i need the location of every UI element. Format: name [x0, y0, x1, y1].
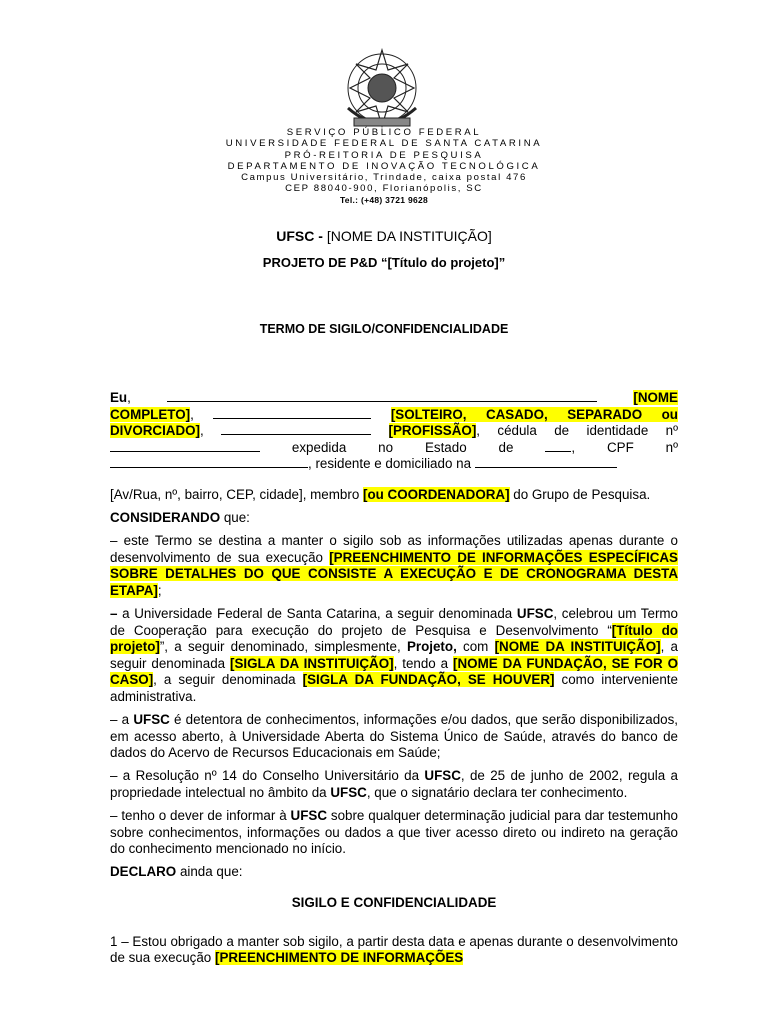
- paragraph-c1: [110, 533, 678, 599]
- paragraph-item1: [110, 934, 678, 967]
- placeholder-coordenadora: [ou COORDENADORA]: [363, 486, 510, 502]
- c3-t1: – a: [110, 712, 134, 728]
- considerando-text: que:: [220, 510, 250, 526]
- c2-t1: a Universidade Federal de Santa Catarina, a seguir denominada: [117, 606, 517, 622]
- blank-civil-line: [213, 408, 371, 419]
- c2-t2: , celebrou um Termo de Cooperação para execução do projeto de Pesquisa e Desenvolvimento “: [110, 606, 679, 638]
- header-line-4: DEPARTAMENTO DE INOVAÇÃO TECNOLÓGICA: [227, 160, 541, 172]
- c2-h1: [Título do projeto]: [110, 622, 678, 655]
- blank-name-line: [167, 391, 597, 402]
- project-prefix: PROJETO DE P&D “: [262, 255, 388, 270]
- text-identidade: , cédula de identidade nº: [476, 423, 678, 439]
- paragraph-considerando: [110, 510, 678, 527]
- project-title-placeholder: [Título do projeto]: [387, 255, 499, 270]
- text-comma: ,: [200, 423, 204, 439]
- header-line-2: UNIVERSIDADE FEDERAL DE SANTA CATARINA: [225, 138, 543, 150]
- text-comma: ,: [190, 406, 194, 422]
- paragraph-c4: [110, 768, 678, 801]
- header-line-3: PRÓ-REITORIA DE PESQUISA: [284, 149, 484, 161]
- paragraph-address: [110, 487, 678, 504]
- header-line-1: SERVIÇO PÚBLICO FEDERAL: [286, 127, 482, 138]
- paragraph-declaro: [110, 864, 678, 881]
- c1-text: – este Termo se destina a manter o sigilo sob as informações utilizadas apenas durante o desenvolvimento de sua execução: [110, 533, 678, 565]
- c3-t2: é detentora de conhecimentos, informações e/ou dados, que serão disponibilizados, em acesso aberto, à Universidade Aberta do Sistema Único de Saúde, através do banco de dados do Acervo de Recursos Educacionais em Saúde;: [110, 712, 678, 761]
- text-residente: , residente e domiciliado na: [308, 456, 472, 472]
- c2-t7: , a seguir denominada: [153, 672, 303, 688]
- c4-ufsc1: UFSC: [424, 768, 461, 784]
- project-suffix: ”: [498, 255, 506, 270]
- c2-h3: [SIGLA DA INSTITUIÇÃO]: [230, 655, 394, 671]
- header-line-6: CEP 88040-900, Florianópolis, SC: [285, 183, 483, 195]
- text-grupo: do Grupo de Pesquisa.: [513, 486, 651, 502]
- blank-profession-line: [221, 424, 371, 435]
- c3-ufsc: UFSC: [133, 712, 170, 728]
- blank-cpf-line: [110, 457, 308, 468]
- header-line-5: Campus Universitário, Trindade, caixa postal 476: [241, 172, 527, 184]
- considerando-label: CONSIDERANDO: [110, 510, 221, 526]
- c2-t4: com: [456, 639, 495, 655]
- header-phone: Tel.: (+48) 3721 9628: [339, 194, 429, 205]
- c5-t2: sobre qualquer determinação judicial para dar testemunho sobre conhecimentos, informações ou dados a que tiver acesso direto ou indireto na geração do conhecimento mencionado no início.: [110, 808, 678, 857]
- declaro-text: ainda que:: [176, 864, 243, 880]
- c2-h2: [NOME DA INSTITUIÇÃO]: [494, 639, 661, 655]
- c2-h5: [SIGLA DA FUNDAÇÃO, SE HOUVER]: [302, 672, 555, 688]
- paragraph-identification: [110, 390, 678, 473]
- text-expedida: expedida no Estado de: [291, 439, 514, 455]
- c2-t8: como interveniente administrativa.: [110, 672, 678, 704]
- c4-t1: – a Resolução nº 14 do Conselho Universitário da: [110, 768, 425, 784]
- c4-t2: , de 25 de junho de 2002, regula a propriedade intelectual no âmbito da: [110, 768, 678, 800]
- text-cpf: , CPF nº: [571, 439, 678, 455]
- document-body: [110, 390, 678, 973]
- title-institution: [NOME DA INSTITUIÇÃO]: [326, 228, 492, 244]
- c4-t3: , que o signatário declara ter conhecimento.: [366, 784, 628, 800]
- c2-h4: [NOME DA FUNDAÇÃO, SE FOR O CASO]: [110, 655, 679, 688]
- paragraph-c5: [110, 808, 678, 858]
- c5-ufsc: UFSC: [290, 808, 327, 824]
- document-title: [0, 228, 768, 244]
- brasil-coat-of-arms-seal: [334, 48, 430, 132]
- blank-state-line: [545, 441, 571, 452]
- c2-t5: , a seguir denominada: [110, 639, 678, 671]
- c2-dash: –: [110, 606, 118, 622]
- blank-id-line: [110, 441, 260, 452]
- placeholder-estado-civil: [SOLTEIRO, CASADO, SEPARADO ou DIVORCIADO]: [110, 406, 678, 439]
- c1-placeholder: [PREENCHIMENTO DE INFORMAÇÕES ESPECÍFICAS SOBRE DETALHES DO QUE CONSISTE A EXECUÇÃO E DE CRONOGRAMA DESTA ETAPA]: [110, 549, 678, 598]
- section-title: SIGILO E CONFIDENCIALIDADE: [291, 894, 497, 910]
- eu-label: Eu: [110, 390, 128, 405]
- paragraph-c3: [110, 712, 678, 762]
- c5-t1: – tenho o dever de informar à: [110, 808, 291, 824]
- placeholder-nome-completo: [NOME COMPLETO]: [110, 390, 678, 422]
- c1-end: ;: [157, 582, 162, 598]
- item1-text: 1 – Estou obrigado a manter sob sigilo, a partir desta data e apenas durante o desenvolvimento de sua execução: [110, 933, 678, 966]
- c2-ufsc: UFSC: [516, 606, 554, 622]
- paragraph-c2: [110, 606, 678, 706]
- project-title: [0, 255, 768, 270]
- declaro-label: DECLARO: [110, 864, 177, 880]
- c2-t3: ”, a seguir denominado, simplesmente,: [159, 639, 407, 655]
- c2-t6: , tendo a: [393, 655, 454, 671]
- item1-placeholder: [PREENCHIMENTO DE INFORMAÇÕES: [214, 950, 464, 966]
- c2-projeto: Projeto,: [406, 639, 457, 655]
- text-address: [Av/Rua, nº, bairro, CEP, cidade], membro: [110, 486, 360, 502]
- placeholder-profissao: [PROFISSÃO]: [388, 423, 477, 439]
- title-ufsc: UFSC -: [276, 228, 327, 244]
- comma: ,: [127, 390, 131, 405]
- term-title: TERMO DE SIGILO/CONFIDENCIALIDADE: [259, 322, 509, 336]
- blank-address-line: [475, 457, 617, 468]
- c4-ufsc2: UFSC: [330, 784, 367, 800]
- institution-header: [0, 127, 768, 206]
